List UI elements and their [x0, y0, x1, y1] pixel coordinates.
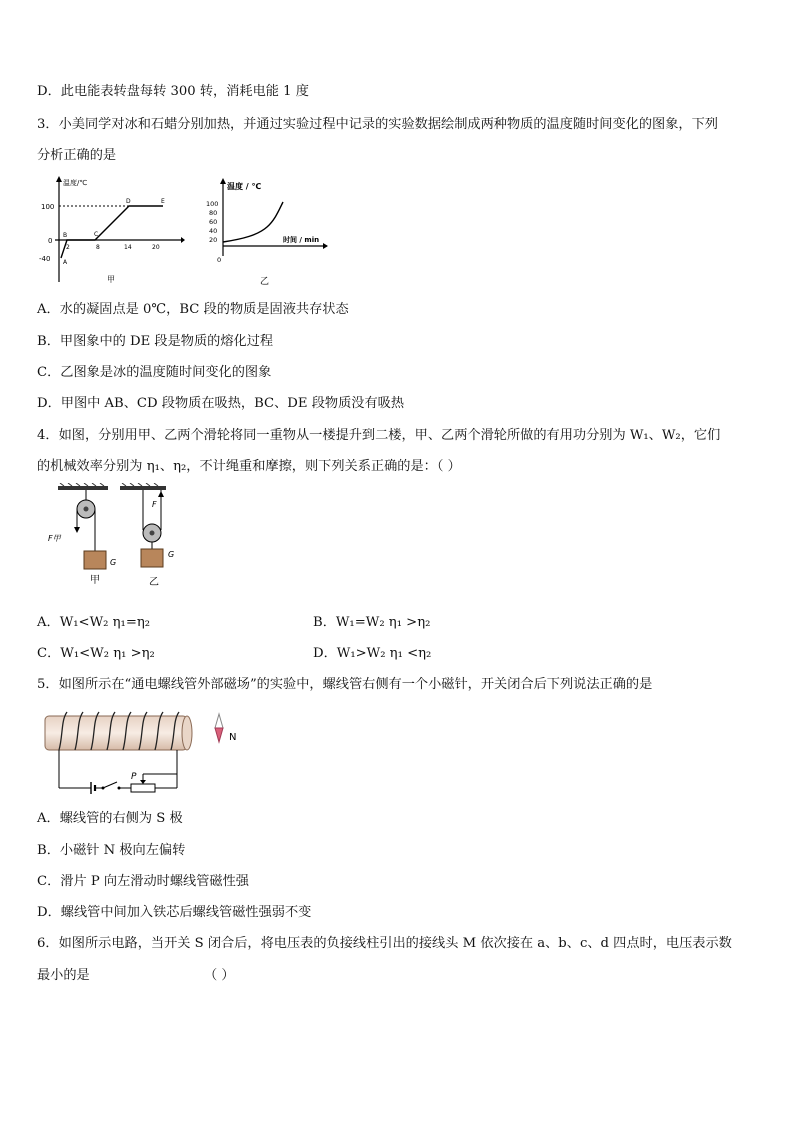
q5-option-b: B．小磁针 N 极向左偏转 — [37, 843, 186, 858]
point-e: E — [161, 198, 165, 205]
jia-xtick-8: 8 — [96, 244, 100, 251]
jia-xtick-14: 14 — [124, 244, 132, 251]
needle-label: N — [229, 732, 237, 743]
jia-xtick-2: 2 — [66, 244, 70, 251]
q5-stem: 5．如图所示在“通电螺线管外部磁场”的实验中，螺线管右侧有一个小磁针，开关闭合后下列说法正确的是 — [37, 677, 653, 692]
jia-ytick-100: 100 — [41, 203, 55, 211]
needle-south — [215, 714, 223, 728]
yi-ytick-0: 0 — [217, 256, 222, 264]
q3-figure-yi — [203, 172, 331, 290]
jia-ytick-0: 0 — [48, 237, 53, 245]
ceiling-jia — [58, 486, 108, 490]
q3-stem-line1: 3．小美同学对冰和石蜡分别加热，并通过实验过程中记录的实验数据绘制成两种物质的温度随时间变化的图象，下列 — [37, 117, 718, 132]
q6-answer-blank: （ ） — [204, 968, 235, 983]
force-jia-label: F甲 — [48, 534, 61, 543]
q5-option-a: A．螺线管的右侧为 S 极 — [37, 811, 183, 826]
point-a: A — [63, 259, 68, 266]
weight-yi-label: G — [168, 550, 175, 559]
needle-north — [215, 728, 223, 742]
q5-option-c: C．滑片 P 向左滑动时螺线管磁性强 — [37, 874, 249, 889]
point-b: B — [63, 232, 68, 239]
weight-jia-label: G — [110, 558, 117, 567]
point-c: C — [94, 231, 99, 238]
jia-xtick-20: 20 — [152, 244, 160, 251]
q3-option-c: C．乙图象是冰的温度随时间变化的图象 — [37, 365, 272, 380]
q4-option-b: B．W₁=W₂ η₁ >η₂ — [313, 615, 431, 630]
yi-ytick-60: 60 — [209, 218, 218, 226]
q5-figure-solenoid — [37, 706, 257, 798]
force-yi-label: F — [152, 500, 157, 509]
q4-stem-line1: 4．如图，分别用甲、乙两个滑轮将同一重物从一楼提升到二楼，甲、乙两个滑轮所做的有用功分别为 W₁、W₂，它们 — [37, 428, 721, 443]
caption-yi: 乙 — [149, 577, 159, 588]
slider-label: P — [131, 772, 137, 782]
q4-option-d: D．W₁>W₂ η₁ <η₂ — [313, 646, 432, 661]
caption-jia: 甲 — [90, 575, 100, 586]
jia-caption: 甲 — [107, 275, 115, 284]
yi-ytick-80: 80 — [209, 209, 218, 217]
solenoid-tube — [45, 716, 187, 750]
rheostat — [131, 784, 155, 792]
jia-ytick-neg40: -40 — [39, 255, 51, 263]
q3-option-b: B．甲图象中的 DE 段是物质的熔化过程 — [37, 334, 274, 349]
weight-yi — [141, 549, 163, 567]
yi-ytick-40: 40 — [209, 227, 218, 235]
q3-figure-jia — [37, 172, 185, 290]
yi-ytick-20: 20 — [209, 236, 218, 244]
yi-caption: 乙 — [260, 277, 270, 287]
q4-figure-pulleys — [46, 483, 186, 591]
ceiling-yi — [120, 486, 166, 490]
yi-ytick-100: 100 — [206, 200, 219, 208]
q3-option-a: A．水的凝固点是 0℃，BC 段的物质是固液共存状态 — [37, 302, 349, 317]
q4-option-c: C．W₁<W₂ η₁ >η₂ — [37, 646, 155, 661]
yi-xlabel: 时间 / min — [283, 236, 320, 244]
q2-option-d: D．此电能表转盘每转 300 转，消耗电能 1 度 — [37, 84, 309, 99]
yi-ylabel: 温度 / ℃ — [227, 182, 262, 191]
yi-curve — [223, 202, 283, 242]
q3-stem-line2: 分析正确的是 — [37, 148, 117, 163]
q4-option-a: A．W₁<W₂ η₁=η₂ — [37, 615, 151, 630]
q4-stem-line2: 的机械效率分别为 η₁、η₂，不计绳重和摩擦，则下列关系正确的是：（ ） — [37, 459, 461, 474]
jia-ylabel: 温度/℃ — [63, 179, 88, 187]
q6-stem-line1: 6．如图所示电路，当开关 S 闭合后，将电压表的负接线柱引出的接线头 M 依次接在 a、b、c、d 四点时，电压表示数 — [37, 936, 732, 951]
jia-curve — [61, 206, 163, 258]
point-d: D — [126, 198, 131, 205]
weight-jia — [84, 551, 106, 569]
q3-option-d: D．甲图中 AB、CD 段物质在吸热，BC、DE 段物质没有吸热 — [37, 396, 405, 411]
q6-stem-line2: 最小的是 — [37, 968, 90, 983]
q5-option-d: D．螺线管中间加入铁芯后螺线管磁性强弱不变 — [37, 905, 312, 920]
